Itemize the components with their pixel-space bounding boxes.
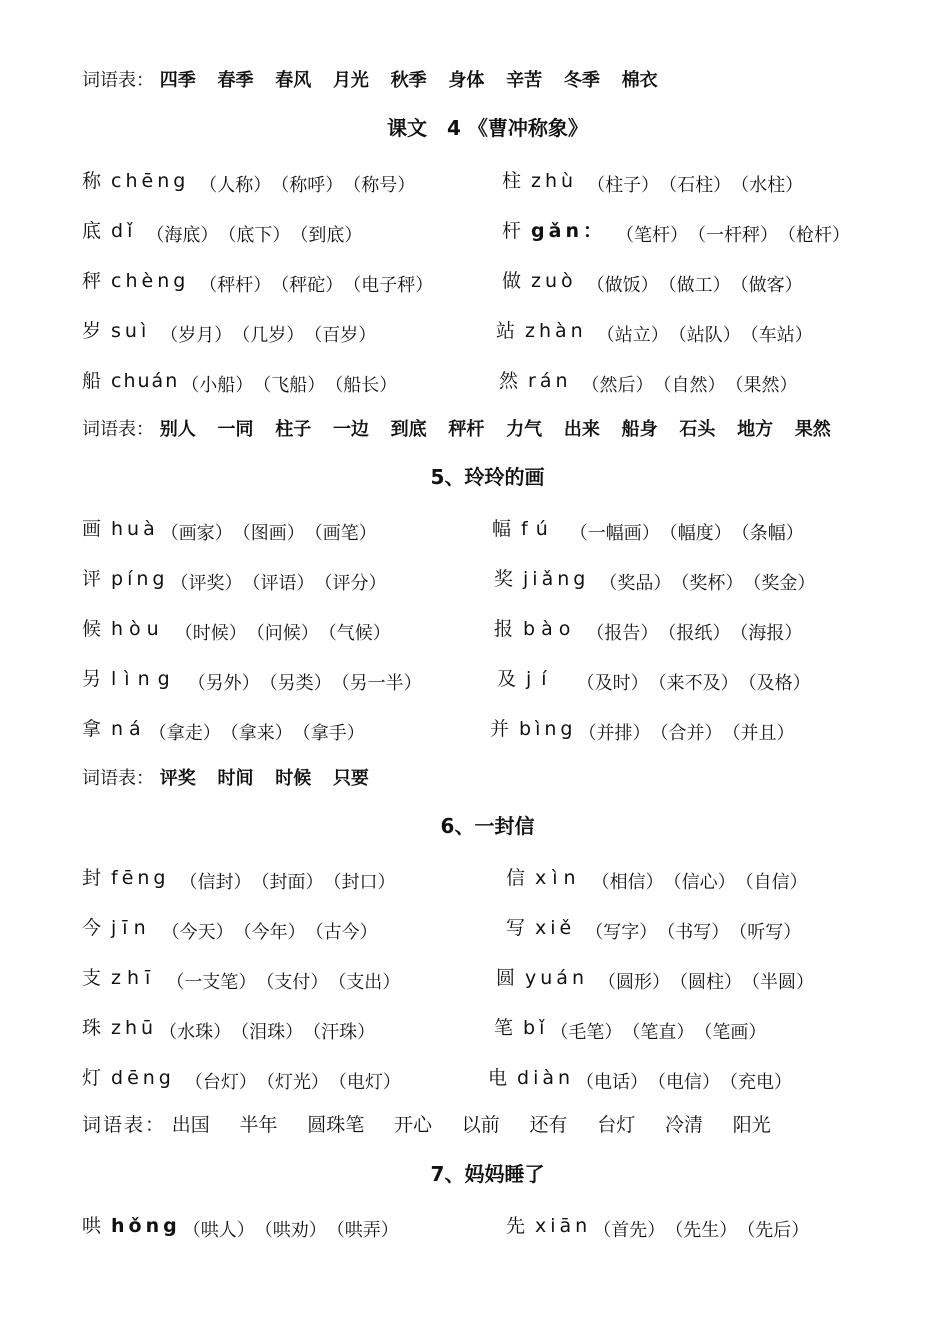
entry-pinyin: fēng [111,867,170,889]
entry-word: （ 称号 ） [343,171,415,197]
vocab-word: 以前 [461,1114,500,1136]
vocab-word: 春季 [217,70,254,91]
entry-word: （ 秤砣 ） [271,271,343,297]
entry-word: （ 今天 ） [162,918,234,944]
entry-word: （ 及时 ） [577,669,649,695]
entry-pinyin: zhù [531,170,578,192]
char-entry [502,216,850,246]
vocab-word: 到底 [390,419,427,440]
char-entry [494,614,802,644]
entry-pinyin: jīn [111,917,152,939]
vocab-word: 时间 [217,768,254,789]
vocab-word: 春风 [275,70,312,91]
vocab-word: 一边 [332,419,369,440]
entry-pinyin: ná [111,718,147,740]
entry-word: （ 报纸 ） [658,619,730,645]
char-entry [82,216,362,246]
entry-word: （ 称呼 ） [271,171,343,197]
entry-word: （ 支出 ） [328,968,400,994]
char-entry [82,316,376,346]
entry-word: （ 哄弄 ） [327,1216,399,1242]
char-entry [502,166,803,196]
vocab-word: 冬季 [563,70,600,91]
vocab-word: 辛苦 [506,70,543,91]
char-entry [492,514,804,544]
entry-word: （ 画家 ） [161,519,233,545]
entry-word: （ 台灯 ） [185,1068,257,1094]
entry-word: （ 做客 ） [731,271,803,297]
char-entry [490,714,794,744]
vocab-word: 别人 [159,419,196,440]
entry-word: （ 封口 ） [324,868,396,894]
entry-word: （ 拿手 ） [293,719,365,745]
entry-word: （ 自信 ） [736,868,808,894]
vocab-label: 词语表： [82,70,154,91]
char-entry [82,166,415,196]
lesson-title: 课文 4 《曹冲称象》 [387,116,588,140]
entry-word: （ 拿走 ） [149,719,221,745]
entry-word: （ 相信 ） [592,868,664,894]
lesson-title: 6、一封信 [440,814,535,838]
entry-pinyin: huà [111,518,159,540]
vocab-word: 一同 [217,419,254,440]
entry-word: （ 半圆 ） [742,968,814,994]
vocab-label: 词语表： [82,768,154,789]
entry-word: （ 时候 ） [175,619,247,645]
entry-pinyin: zhī [111,967,157,989]
entry-word: （ 另一半 ） [332,669,422,695]
char-entry [82,266,433,296]
entry-word: （ 首先 ） [593,1216,665,1242]
entry-pinyin: xiě [535,917,576,939]
entry-pinyin: píng [111,568,169,590]
entry-word: （ 毛笔 ） [550,1018,622,1044]
entry-word: （ 石柱 ） [659,171,731,197]
entry-word: （ 车站 ） [741,321,813,347]
char-entry [82,863,396,893]
entry-word: （ 电话 ） [576,1068,648,1094]
entry-word: （ 圆形 ） [598,968,670,994]
entry-word: （ 画笔 ） [305,519,377,545]
entry-word: （ 哄劝 ） [255,1216,327,1242]
entry-word: （ 秤杆 ） [199,271,271,297]
char-entry [82,664,422,694]
entry-word: （ 自然 ） [654,371,726,397]
entry-char: 支 [82,967,102,989]
entry-char: 写 [506,917,526,939]
char-entry [82,1013,375,1043]
entry-char: 信 [506,867,526,889]
entry-pinyin: suì [111,320,151,342]
entry-word: （ 气候 ） [319,619,391,645]
entry-word: （ 底下 ） [218,221,290,247]
entry-word: （ 小船 ） [181,371,253,397]
char-entry [82,366,397,396]
entry-word: （ 泪珠 ） [231,1018,303,1044]
entry-word: （ 一支笔 ） [166,968,256,994]
entry-word: （ 海报 ） [730,619,802,645]
entry-word: （ 信心 ） [664,868,736,894]
entry-char: 柱 [502,170,522,192]
entry-pinyin: rán [528,370,572,392]
entry-word: （ 今年 ） [234,918,306,944]
entry-char: 候 [82,618,102,640]
entry-char: 笔 [494,1017,514,1039]
entry-word: （ 听写 ） [729,918,801,944]
char-entry [82,913,378,943]
entry-char: 及 [497,668,517,690]
entry-char: 先 [506,1215,526,1237]
entry-pinyin: dēng [111,1067,175,1089]
vocab-word: 柱子 [275,419,312,440]
entry-word: （ 柱子 ） [587,171,659,197]
entry-word: （ 船长 ） [325,371,397,397]
entry-word: （ 一杆秤 ） [688,221,778,247]
entry-char: 岁 [82,320,102,342]
entry-word: （ 汗珠 ） [303,1018,375,1044]
entry-word: （ 充电 ） [720,1068,792,1094]
vocab-word: 出国 [171,1114,210,1136]
entry-word: （ 评语 ） [242,569,314,595]
entry-word: （ 先生 ） [665,1216,737,1242]
vocab-word: 阳光 [732,1114,771,1136]
entry-char: 报 [494,618,514,640]
entry-word: （ 灯光 ） [257,1068,329,1094]
lesson-title: 5、玲玲的画 [430,465,545,489]
entry-pinyin: zhū [111,1017,158,1039]
entry-word: （ 奖杯 ） [671,569,743,595]
vocab-word: 半年 [239,1114,278,1136]
entry-pinyin: bào [523,618,577,640]
entry-char: 今 [82,917,102,939]
char-entry [82,514,377,544]
entry-word: （ 评奖 ） [170,569,242,595]
lesson-title: 7、妈妈睡了 [430,1162,545,1186]
vocab-word: 圆珠笔 [307,1114,365,1136]
entry-word: （ 评分 ） [314,569,386,595]
entry-pinyin: yuán [525,967,588,989]
vocab-word: 台灯 [597,1114,636,1136]
entry-char: 船 [82,370,102,392]
entry-pinyin: chèng [111,270,190,292]
entry-word: （ 合并 ） [650,719,722,745]
entry-char: 幅 [492,518,512,540]
vocab-word: 四季 [159,70,196,91]
char-entry [497,664,811,694]
vocab-list [82,764,385,790]
entry-pinyin: bǐ [523,1017,549,1039]
entry-word: （ 报告 ） [586,619,658,645]
entry-pinyin: zhàn [525,320,587,342]
entry-char: 底 [82,220,102,242]
entry-pinyin: fú [521,518,556,540]
entry-word: （ 笔画 ） [694,1018,766,1044]
entry-word: （ 并排 ） [578,719,650,745]
entry-word: （ 先后 ） [737,1216,809,1242]
char-entry [82,963,400,993]
entry-word: （ 站立 ） [597,321,669,347]
vocab-word: 还有 [529,1114,568,1136]
entry-word: （ 幅度 ） [660,519,732,545]
entry-char: 圆 [496,967,516,989]
entry-word: （ 及格 ） [739,669,811,695]
char-entry [506,1211,809,1241]
entry-char: 秤 [82,270,102,292]
char-entry [82,614,391,644]
entry-pinyin: xiān [535,1215,592,1237]
entry-word: （ 问候 ） [247,619,319,645]
entry-char: 另 [82,668,102,690]
entry-word: （ 电子秤 ） [343,271,433,297]
entry-char: 并 [490,718,510,740]
entry-word: （ 写字 ） [585,918,657,944]
char-entry [488,1063,792,1093]
entry-pinyin: hòu [111,618,165,640]
entry-char: 做 [502,270,522,292]
vocab-word: 冷清 [665,1114,704,1136]
entry-word: （ 书写 ） [657,918,729,944]
entry-pinyin: dǐ [111,220,137,242]
entry-word: （ 条幅 ） [732,519,804,545]
entry-char: 哄 [82,1215,102,1237]
entry-word: （ 站队 ） [669,321,741,347]
entry-word: （ 飞船 ） [253,371,325,397]
entry-pinyin: jí [526,668,557,690]
vocab-word: 地方 [737,419,774,440]
entry-char: 称 [82,170,102,192]
entry-word: （ 几岁 ） [232,321,304,347]
vocab-word: 出来 [563,419,600,440]
entry-word: （ 果然 ） [726,371,798,397]
char-entry [506,913,801,943]
entry-char: 封 [82,867,102,889]
vocab-list-top [82,66,674,92]
entry-word: （ 笔杆 ） [616,221,688,247]
entry-char: 奖 [494,568,514,590]
vocab-word: 秤杆 [448,419,485,440]
char-entry [82,564,386,594]
char-entry [502,266,803,296]
entry-word: （ 百岁 ） [304,321,376,347]
char-entry [499,366,798,396]
char-entry [82,1211,399,1241]
entry-word: （ 笔直 ） [622,1018,694,1044]
entry-char: 然 [499,370,519,392]
entry-word: （ 枪杆 ） [778,221,850,247]
entry-pinyin: chēng [111,170,190,192]
entry-char: 站 [496,320,516,342]
entry-word: （ 做饭 ） [587,271,659,297]
entry-pinyin: gǎn： [531,220,606,242]
vocab-label: 词语表： [82,419,154,440]
vocab-word: 只要 [332,768,369,789]
vocab-list [82,415,847,441]
vocab-word: 果然 [794,419,831,440]
vocab-list [82,1110,795,1137]
entry-pinyin: chuán [111,370,180,392]
char-entry [506,863,808,893]
entry-word: （ 并且 ） [722,719,794,745]
entry-word: （ 封面 ） [252,868,324,894]
entry-word: （ 水柱 ） [731,171,803,197]
entry-word: （ 然后 ） [582,371,654,397]
entry-word: （ 水珠 ） [159,1018,231,1044]
entry-char: 评 [82,568,102,590]
entry-word: （ 一幅画 ） [570,519,660,545]
vocab-word: 评奖 [159,768,196,789]
entry-word: （ 图画 ） [233,519,305,545]
vocab-word: 身体 [448,70,485,91]
entry-word: （ 支付 ） [256,968,328,994]
vocab-word: 时候 [275,768,312,789]
entry-char: 拿 [82,718,102,740]
entry-word: （ 电灯 ） [329,1068,401,1094]
vocab-word: 棉衣 [621,70,658,91]
vocab-word: 石头 [679,419,716,440]
entry-word: （ 岁月 ） [160,321,232,347]
entry-word: （ 哄人 ） [183,1216,255,1242]
vocab-word: 开心 [394,1114,433,1136]
char-entry [494,564,815,594]
entry-word: （ 圆柱 ） [670,968,742,994]
entry-word: （ 人称 ） [199,171,271,197]
entry-word: （ 到底 ） [290,221,362,247]
entry-char: 杆 [502,220,522,242]
char-entry [82,1063,401,1093]
entry-char: 画 [82,518,102,540]
entry-word: （ 奖金 ） [743,569,815,595]
entry-word: （ 奖品 ） [599,569,671,595]
entry-char: 灯 [82,1067,102,1089]
entry-word: （ 另外 ） [188,669,260,695]
entry-pinyin: lìng [111,668,178,690]
vocab-word: 船身 [621,419,658,440]
vocab-label: 词语表： [82,1114,167,1136]
entry-word: （ 海底 ） [146,221,218,247]
entry-pinyin: zuò [531,270,577,292]
entry-pinyin: hǒng [111,1215,181,1237]
entry-pinyin: diàn [517,1067,575,1089]
entry-word: （ 来不及 ） [649,669,739,695]
vocab-word: 秋季 [390,70,427,91]
entry-pinyin: xìn [535,867,582,889]
entry-word: （ 另类 ） [260,669,332,695]
entry-pinyin: jiǎng [523,568,590,590]
entry-pinyin: bìng [519,718,577,740]
vocab-word: 力气 [506,419,543,440]
entry-word: （ 古今 ） [306,918,378,944]
entry-word: （ 信封 ） [180,868,252,894]
char-entry [496,316,813,346]
entry-char: 电 [488,1067,508,1089]
entry-word: （ 做工 ） [659,271,731,297]
entry-word: （ 电信 ） [648,1068,720,1094]
entry-word: （ 拿来 ） [221,719,293,745]
char-entry [82,714,365,744]
char-entry [494,1013,766,1043]
vocab-word: 月光 [332,70,369,91]
entry-char: 珠 [82,1017,102,1039]
char-entry [496,963,814,993]
